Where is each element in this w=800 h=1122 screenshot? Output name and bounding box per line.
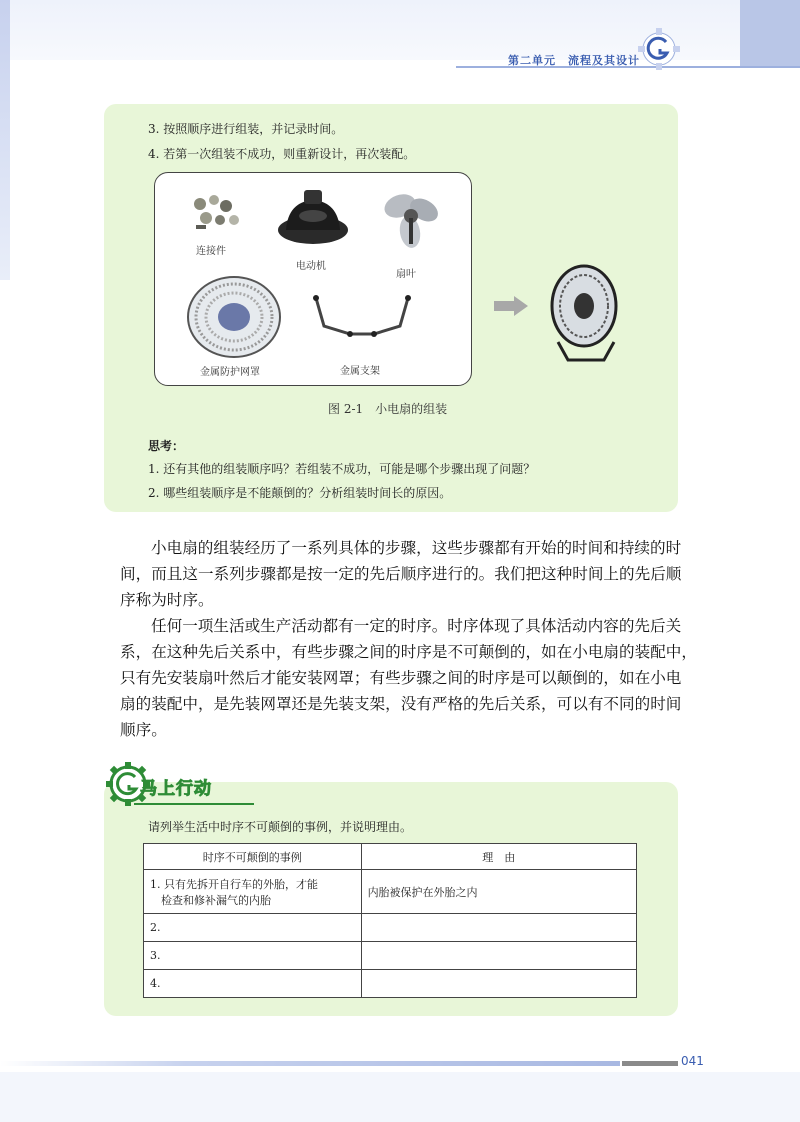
- paragraph-line: 只有先安装扇叶然后才能安装网罩；有些步骤之间的时序是可以颠倒的，如在小电: [120, 669, 682, 687]
- table-cell-example[interactable]: 4.: [144, 970, 362, 998]
- label-connector: 连接件: [196, 246, 226, 257]
- footer-rule: [0, 1061, 620, 1066]
- motor-image: [276, 186, 350, 250]
- action-instruction: 请列举生活中时序不可颠倒的事例，并说明理由。: [148, 820, 413, 834]
- think-question-2: 2. 哪些组装顺序是不能颠倒的？分析组装时间长的原因。: [148, 486, 452, 500]
- blade-image: [380, 188, 442, 250]
- paragraph-line: 序称为时序。: [120, 591, 214, 609]
- table-row: [144, 870, 637, 914]
- examples-table: [143, 843, 637, 998]
- footer-bar: [622, 1061, 678, 1066]
- table-row: [144, 970, 637, 998]
- table-row: [144, 942, 637, 970]
- paragraph-line: 间，而且这一系列步骤都是按一定的先后顺序进行的。我们把这种时间上的先后顺: [120, 565, 682, 583]
- connector-parts-image: [190, 192, 242, 234]
- table-cell-reason[interactable]: 内胎被保护在外胎之内: [361, 870, 636, 914]
- table-cell-reason[interactable]: [361, 970, 636, 998]
- paragraph-line: 顺序。: [120, 721, 167, 739]
- assembled-fan-image: [544, 262, 624, 364]
- table-header-reason: 理 由: [361, 844, 636, 870]
- table-cell-reason[interactable]: [361, 914, 636, 942]
- unit-title: 第二单元 流程及其设计: [508, 54, 640, 67]
- table-row: [144, 914, 637, 942]
- paragraph-line: 小电扇的组装经历了一系列具体的步骤，这些步骤都有开始的时间和持续的时: [151, 539, 682, 557]
- think-question-1: 1. 还有其他的组装顺序吗？若组装不成功，可能是哪个步骤出现了问题？: [148, 462, 536, 476]
- table-cell-example[interactable]: 2.: [144, 914, 362, 942]
- header-corner-tab: [740, 0, 800, 66]
- label-guard: 金属防护网罩: [200, 367, 260, 378]
- figure-caption: 图 2-1 小电扇的组装: [328, 402, 448, 416]
- label-motor: 电动机: [296, 261, 326, 272]
- table-header-row: [144, 844, 637, 870]
- table-cell-example[interactable]: [144, 870, 362, 914]
- paragraph-line: 任何一项生活或生产活动都有一定的时序。时序体现了具体活动内容的先后关: [151, 617, 682, 635]
- page-number: 041: [681, 1054, 704, 1068]
- assembly-arrow-icon: [494, 296, 528, 316]
- example-line-2: 检查和修补漏气的内胎: [161, 893, 271, 907]
- table-header-example: 时序不可颠倒的事例: [144, 844, 362, 870]
- activity-step-3: 3. 按照顺序进行组装，并记录时间。: [148, 122, 344, 136]
- guard-image: [186, 276, 282, 358]
- label-bracket: 金属支架: [340, 366, 380, 377]
- label-blade: 扇叶: [396, 269, 416, 280]
- paragraph-timing-explanation: [120, 613, 700, 743]
- table-cell-example[interactable]: 3.: [144, 942, 362, 970]
- gear-logo-icon: [636, 26, 682, 72]
- bracket-image: [310, 292, 414, 348]
- paragraph-line: 系，在这种先后关系中，有些步骤之间的时序是不可颠倒的，如在小电扇的装配中，: [120, 643, 697, 661]
- left-decor-strip: [0, 0, 10, 280]
- action-title: 马上行动: [140, 779, 212, 799]
- table-cell-reason[interactable]: [361, 942, 636, 970]
- paragraph-line: 扇的装配中，是先装网罩还是先装支架，没有严格的先后关系，可以有不同的时间: [120, 695, 682, 713]
- paragraph-timing-definition: [120, 535, 700, 613]
- example-line-1: 1. 只有先拆开自行车的外胎，才能: [150, 877, 318, 891]
- activity-step-4: 4. 若第一次组装不成功，则重新设计，再次装配。: [148, 147, 416, 161]
- think-title: 思考：: [148, 439, 185, 453]
- bottom-band: [0, 1072, 800, 1122]
